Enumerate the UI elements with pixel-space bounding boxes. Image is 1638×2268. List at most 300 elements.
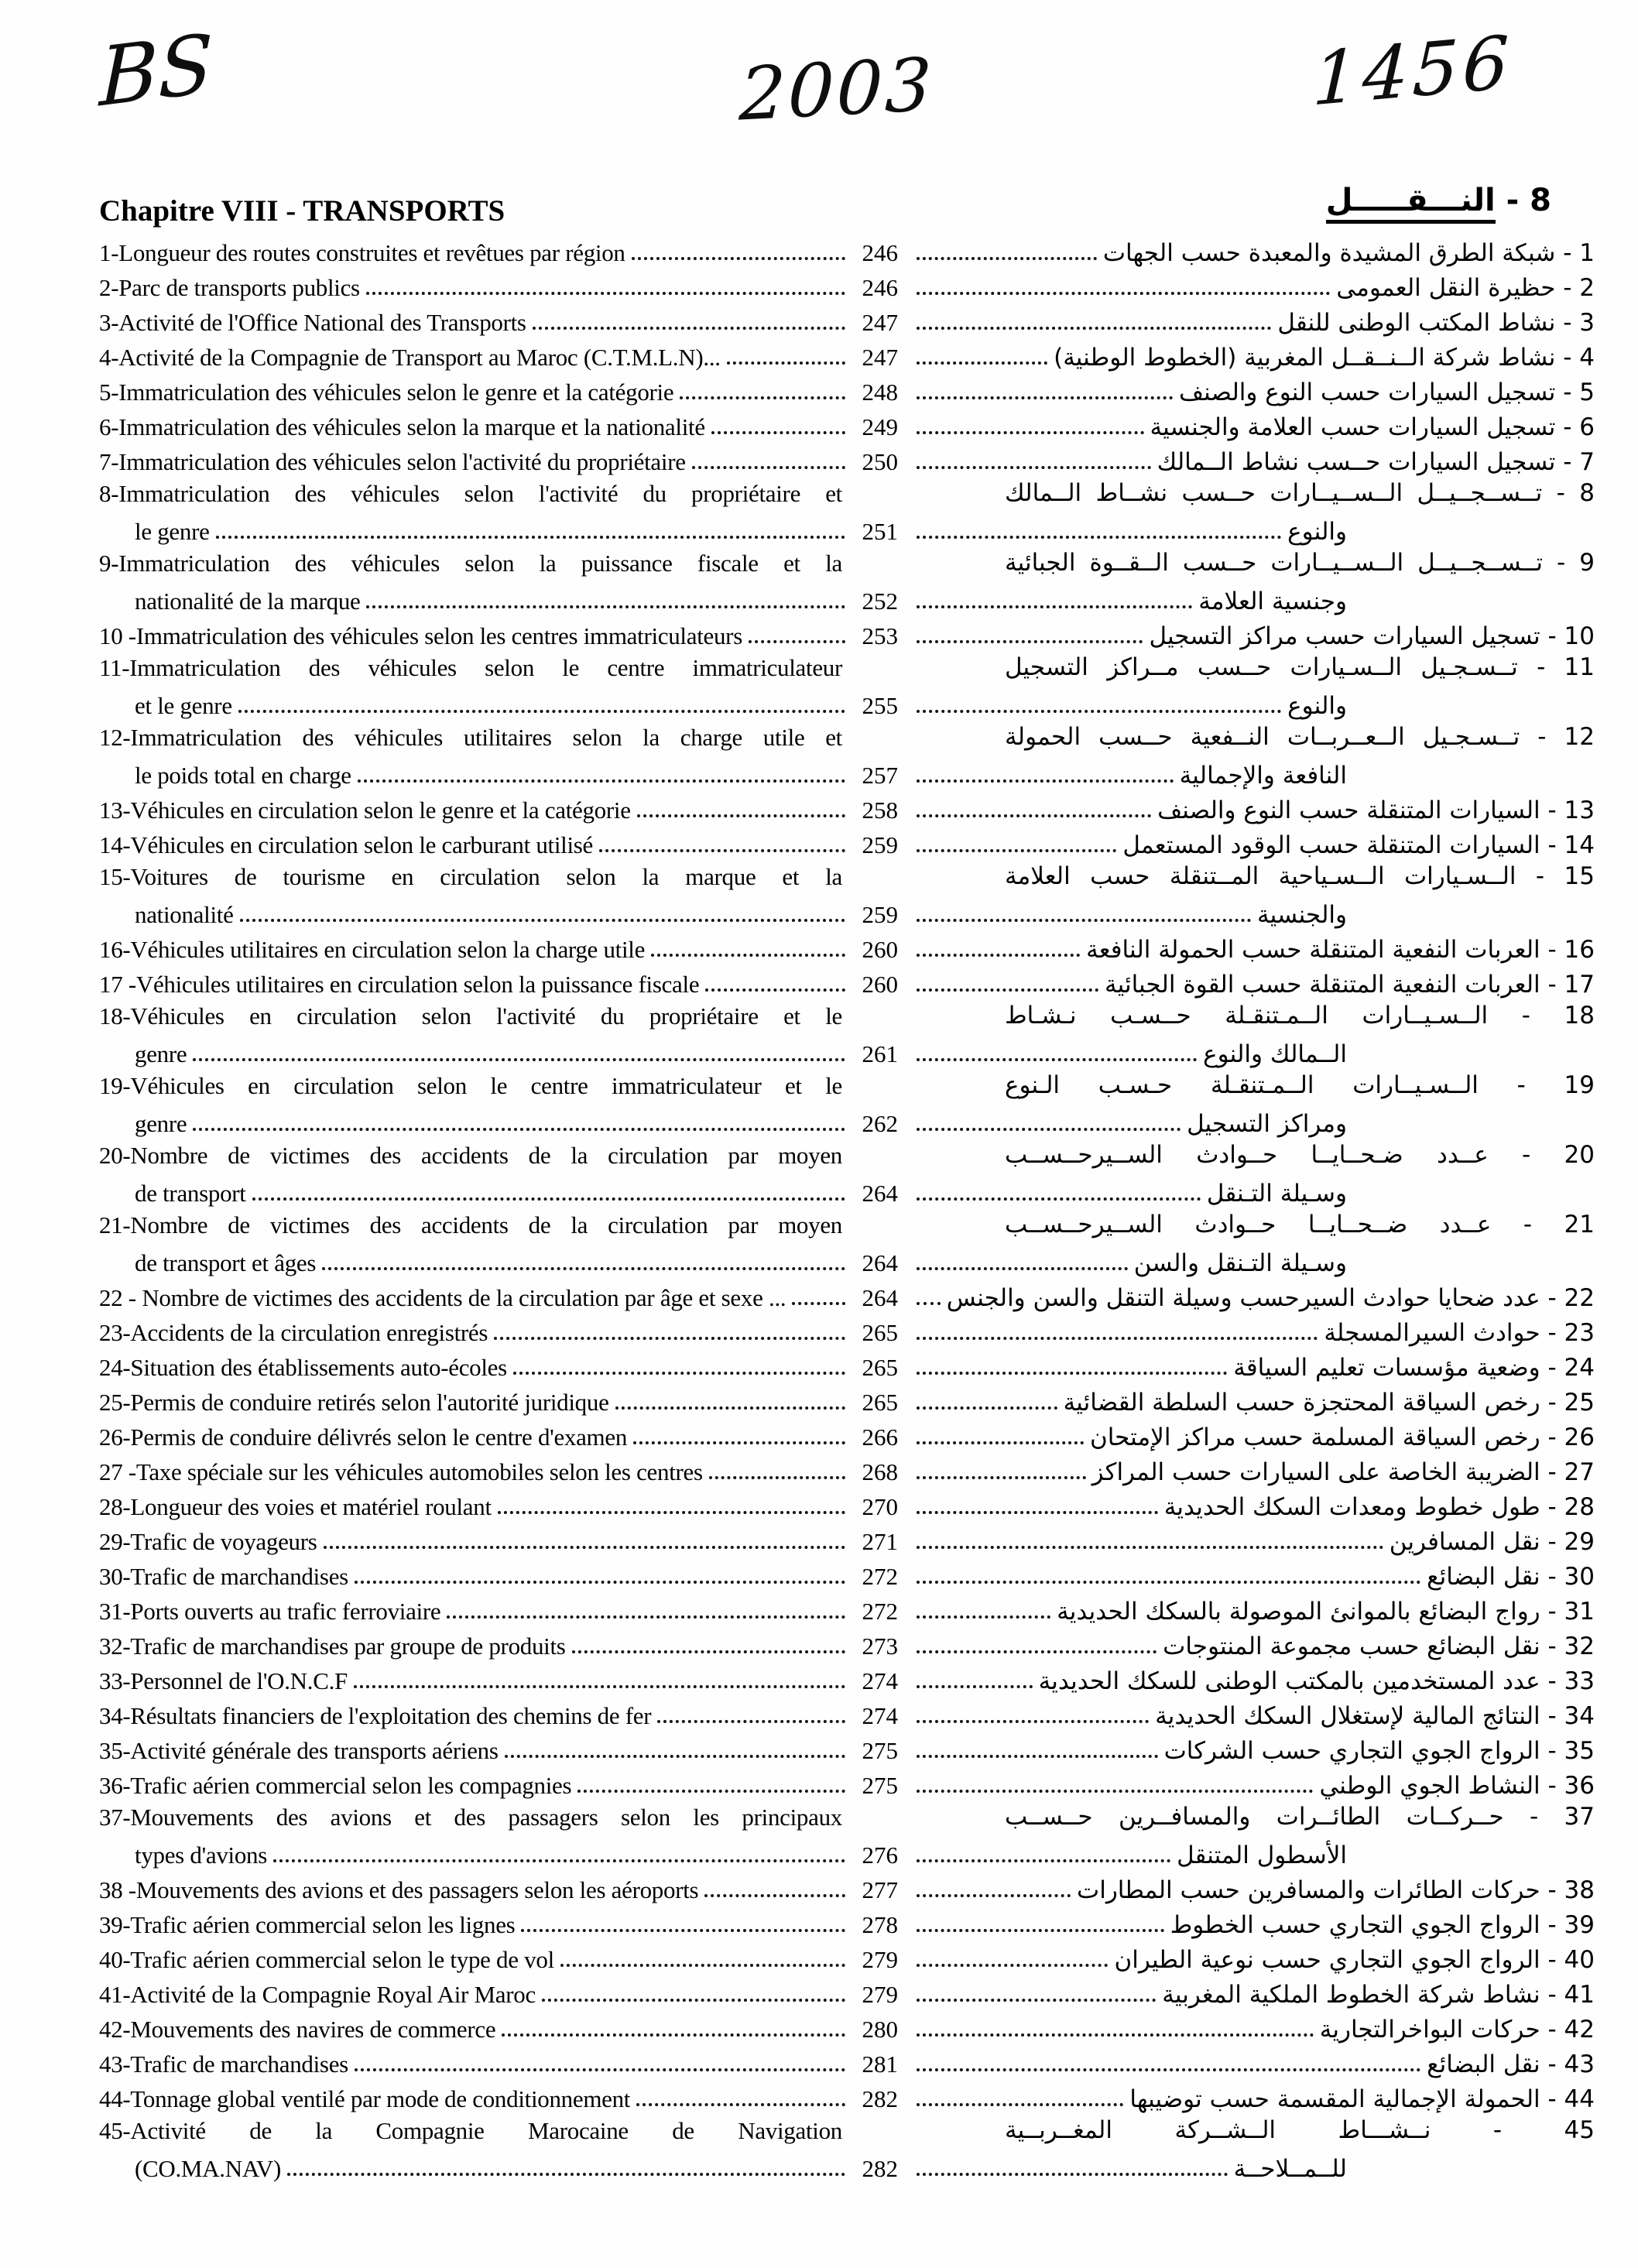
page-number: 275 xyxy=(862,1772,898,1799)
entry-text: 12-Immatriculation des véhicules utilitaires selon la charge utile et xyxy=(99,724,842,751)
fr-toc-entry-line xyxy=(99,685,898,720)
entry-text: 15-Voitures de tourisme en circulation selon la marque et la xyxy=(99,863,842,890)
entry-text: et le genre xyxy=(135,692,232,719)
entry-text: 43-Trafic de marchandises xyxy=(99,2050,348,2078)
page-number: 282 xyxy=(862,2085,898,2112)
page-number: 261 xyxy=(862,1040,898,1067)
fr-toc-entry-line xyxy=(99,1242,898,1277)
ar-toc-entry-line xyxy=(912,650,1595,685)
entry-text: 25-Permis de conduire retirés selon l'autorité juridique xyxy=(99,1389,609,1416)
ar-toc-entry-line xyxy=(912,546,1595,581)
entry-text: 35 - الرواج الجوي التجاري حسب الشركات xyxy=(1163,1737,1595,1765)
entry-text: 16 - العربات النفعية المتنقلة حسب الحمولة النافعة xyxy=(1086,936,1595,964)
dot-leader xyxy=(354,1685,845,1688)
fr-toc-entry-line xyxy=(99,1068,898,1103)
dot-leader xyxy=(917,2068,1420,2071)
fr-toc-entry-line xyxy=(99,372,898,406)
ar-toc-entry-line xyxy=(912,2044,1595,2078)
page-number: 266 xyxy=(862,1423,898,1451)
dot-leader xyxy=(498,1511,845,1514)
entry-text: 3-Activité de l'Office National des Transports xyxy=(99,309,526,336)
ar-toc-entry-line xyxy=(912,1939,1595,1974)
fr-toc-entry-line xyxy=(99,615,898,650)
page-number: 246 xyxy=(862,274,898,301)
page-number: 257 xyxy=(862,762,898,789)
entry-text: 32-Trafic de marchandises par groupe de produits xyxy=(99,1632,566,1660)
entry-text: 36-Trafic aérien commercial selon les compagnies xyxy=(99,1772,572,1799)
ar-toc-entry-line xyxy=(912,511,1595,546)
entry-text: 11-Immatriculation des véhicules selon le centre immatriculateur xyxy=(99,654,842,681)
entry-text: 30-Trafic de marchandises xyxy=(99,1563,348,1590)
entry-text: 16-Véhicules utilitaires en circulation selon la charge utile xyxy=(99,936,646,963)
ar-toc-entry-line xyxy=(912,372,1595,406)
dot-leader xyxy=(917,1615,1050,1619)
ar-toc-entry-line xyxy=(912,1974,1595,2009)
dot-leader xyxy=(917,2033,1314,2037)
dot-leader xyxy=(917,954,1080,957)
entry-text: 3 - نشاط المكتب الوطنى للنقل xyxy=(1277,309,1595,337)
dot-leader xyxy=(917,1790,1313,1793)
fr-toc-entry-line xyxy=(99,232,898,267)
page-number: 268 xyxy=(862,1458,898,1485)
fr-toc-entry-line xyxy=(99,2078,898,2113)
entry-text: 30 - نقل البضائع xyxy=(1427,1563,1595,1591)
dot-leader xyxy=(577,1790,845,1793)
fr-toc-entry-line xyxy=(99,581,898,615)
page-number: 259 xyxy=(862,831,898,858)
page-number: 274 xyxy=(862,1667,898,1694)
page-number: 271 xyxy=(862,1528,898,1555)
dot-leader xyxy=(633,1441,845,1444)
ar-toc-entry-line xyxy=(912,1835,1595,1869)
ar-toc-entry-line xyxy=(912,859,1595,894)
fr-toc-entry-line xyxy=(99,1277,898,1312)
page-number: 252 xyxy=(862,588,898,615)
ar-toc-entry-line xyxy=(912,267,1595,302)
fr-toc-entry-line xyxy=(99,1591,898,1626)
dot-leader xyxy=(917,1755,1158,1758)
chapter-heading-french: Chapitre VIII - TRANSPORTS xyxy=(99,194,505,228)
ar-toc-entry-line xyxy=(912,1626,1595,1660)
entry-text: 42 - حركات البواخرالتجارية xyxy=(1319,2016,1595,2044)
entry-text: de transport xyxy=(135,1180,246,1207)
dot-leader xyxy=(917,814,1151,817)
dot-leader xyxy=(917,1406,1057,1410)
page-number: 273 xyxy=(862,1632,898,1660)
dot-leader xyxy=(917,988,1098,992)
ar-toc-entry-line xyxy=(912,232,1595,267)
chapter-title-arabic: النـــقـــــل xyxy=(1326,183,1496,224)
arabic-toc-column xyxy=(912,183,1595,2183)
dot-leader xyxy=(917,640,1143,643)
french-toc-column xyxy=(99,194,898,2183)
ar-toc-entry-line xyxy=(912,1695,1595,1730)
page-number: 246 xyxy=(862,239,898,266)
chapter-heading-arabic xyxy=(912,183,1551,232)
entry-text: والنوع xyxy=(1287,692,1347,720)
dot-leader xyxy=(917,1337,1318,1340)
dot-leader xyxy=(917,1058,1197,1061)
dot-leader xyxy=(657,1720,845,1723)
fr-toc-entry-line xyxy=(99,755,898,790)
dot-leader xyxy=(917,779,1174,783)
entry-text: 19 - الــسـيــارات الــمـتنقـلة حـسـب الـنوع xyxy=(1005,1071,1595,1099)
dot-leader xyxy=(521,1929,845,1932)
entry-text: 10 - تسجيل السيارات حسب مراكز التسجيل xyxy=(1149,622,1595,650)
entry-text: 1-Longueur des routes construites et revêtues par région xyxy=(99,239,625,266)
dot-leader xyxy=(917,1302,941,1305)
dot-leader xyxy=(917,605,1192,608)
entry-text: genre xyxy=(135,1110,187,1137)
entry-text: 21-Nombre de victimes des accidents de la circulation par moyen xyxy=(99,1211,842,1238)
fr-toc-entry-line xyxy=(99,2044,898,2078)
dot-leader xyxy=(917,2173,1228,2176)
page-number: 264 xyxy=(862,1180,898,1207)
ar-toc-entry-line xyxy=(912,2009,1595,2044)
entry-text: 2-Parc de transports publics xyxy=(99,274,360,301)
entry-text: (CO.MA.NAV) xyxy=(135,2155,282,2182)
fr-toc-entry-line xyxy=(99,1626,898,1660)
dot-leader xyxy=(917,1476,1086,1479)
entry-text: 7-Immatriculation des véhicules selon l'activité du propriétaire xyxy=(99,448,686,475)
entry-text: 38 - حركات الطائرات والمسافرين حسب المطارات xyxy=(1077,1876,1595,1904)
ar-toc-entry-line xyxy=(912,790,1595,824)
page-number: 279 xyxy=(862,1981,898,2008)
entry-text: 18 - الــسـيــارات الــمـتنقـلة حــسـب نـشـاط xyxy=(1005,1002,1595,1030)
entry-text: النافعة والإجمالية xyxy=(1179,762,1347,790)
chapter-heading-separator: - xyxy=(1495,183,1530,218)
entry-text: 35-Activité générale des transports aériens xyxy=(99,1737,499,1764)
entry-text: 8 - تــســجــيــل الــســيــارات حــسب نشــاط الــمالك xyxy=(1005,479,1595,507)
ar-toc-entry-line xyxy=(912,1451,1595,1486)
page-number: 281 xyxy=(862,2050,898,2078)
fr-toc-entry-line xyxy=(99,476,898,511)
page-number: 264 xyxy=(862,1249,898,1276)
fr-toc-entry-line xyxy=(99,1173,898,1208)
page-number: 265 xyxy=(862,1389,898,1416)
entry-text: 14-Véhicules en circulation selon le carburant utilisé xyxy=(99,831,594,858)
fr-toc-entry-line xyxy=(99,1451,898,1486)
entry-text: 11 - تــسـجـيل الــسـيارات حــسب مــراكز التسجيل xyxy=(1005,653,1595,681)
dot-leader xyxy=(560,1964,845,1967)
fr-toc-entry-line xyxy=(99,1800,898,1835)
fr-toc-entry-line xyxy=(99,894,898,929)
ar-toc-entry-line xyxy=(912,1765,1595,1800)
page-number: 251 xyxy=(862,518,898,545)
dot-leader xyxy=(637,814,845,817)
dot-leader xyxy=(704,1894,845,1897)
entry-text: 33 - عدد المستخدمين بالمكتب الوطنى للسكك الحديدية xyxy=(1038,1667,1595,1695)
entry-text: 43 - نقل البضائع xyxy=(1427,2050,1595,2078)
ar-toc-entry-line xyxy=(912,1591,1595,1626)
fr-toc-entry-line xyxy=(99,2113,898,2148)
fr-toc-entry-line xyxy=(99,1103,898,1138)
dot-leader xyxy=(792,1302,845,1305)
dot-leader xyxy=(322,1267,845,1270)
entry-text: 44 - الحمولة الإجمالية المقسمة حسب توضيبها xyxy=(1129,2085,1595,2113)
entry-text: ومراكز التسجيل xyxy=(1187,1110,1347,1138)
page-number: 270 xyxy=(862,1493,898,1520)
ar-toc-entry-line xyxy=(912,1486,1595,1521)
dot-leader xyxy=(917,1546,1383,1549)
entry-text: 24-Situation des établissements auto-écoles xyxy=(99,1354,507,1381)
dot-leader xyxy=(917,466,1151,469)
dot-leader xyxy=(287,2173,845,2176)
ar-toc-entry-line xyxy=(912,1556,1595,1591)
page-number: 265 xyxy=(862,1319,898,1346)
page-number: 265 xyxy=(862,1354,898,1381)
ar-toc-entry-line xyxy=(912,1869,1595,1904)
entry-text: 8-Immatriculation des véhicules selon l'activité du propriétaire et xyxy=(99,480,842,507)
entry-text: 25 - رخص السياقة المحتجزة حسب السلطة القضائية xyxy=(1063,1389,1595,1417)
entry-text: وجنسية العلامة xyxy=(1198,588,1347,615)
entry-text: 29 - نقل المسافرين xyxy=(1389,1528,1595,1556)
entry-text: 45 - نــشـــاط الــشــركة المغــربــية xyxy=(1005,2116,1595,2144)
page-number: 280 xyxy=(862,2016,898,2043)
ar-toc-entry-line xyxy=(912,1312,1595,1347)
dot-leader xyxy=(709,1476,845,1479)
entry-text: 28 - طول خطوط ومعدات السكك الحديدية xyxy=(1163,1493,1595,1521)
entry-text: والجنسية xyxy=(1256,901,1347,929)
fr-toc-entry-line xyxy=(99,1417,898,1451)
entry-text: 32 - نقل البضائع حسب مجموعة المنتوجات xyxy=(1163,1632,1595,1660)
dot-leader xyxy=(533,327,845,330)
ar-toc-entry-line xyxy=(912,1800,1595,1835)
entry-text: 20-Nombre de victimes des accidents de la circulation par moyen xyxy=(99,1142,842,1169)
dot-leader xyxy=(692,466,845,469)
dot-leader xyxy=(917,396,1173,399)
entry-text: 27 -Taxe spéciale sur les véhicules automobiles selon les centres xyxy=(99,1458,703,1485)
page-number: 262 xyxy=(862,1110,898,1137)
page-number: 248 xyxy=(862,379,898,406)
fr-toc-entry-line xyxy=(99,1033,898,1068)
entry-text: 23-Accidents de la circulation enregistrés xyxy=(99,1319,488,1346)
dot-leader xyxy=(705,988,845,992)
entry-text: 9-Immatriculation des véhicules selon la puissance fiscale et la xyxy=(99,550,842,577)
fr-toc-entry-line xyxy=(99,1521,898,1556)
fr-toc-entry-line xyxy=(99,824,898,859)
dot-leader xyxy=(636,2103,845,2106)
dot-leader xyxy=(193,1058,845,1061)
entry-text: 23 - حوادث السيرالمسجلة xyxy=(1324,1319,1595,1347)
dot-leader xyxy=(727,361,845,365)
fr-toc-entry-line xyxy=(99,2009,898,2044)
dot-leader xyxy=(366,605,845,608)
ar-toc-entry-line xyxy=(912,581,1595,615)
entry-text: 40 - الرواج الجوي التجاري حسب نوعية الطيران xyxy=(1114,1946,1595,1974)
entry-text: 31-Ports ouverts au trafic ferroviaire xyxy=(99,1598,441,1625)
page-number: 282 xyxy=(862,2155,898,2182)
entry-text: 45-Activité de la Compagnie Marocaine de Navigation xyxy=(99,2117,842,2144)
dot-leader xyxy=(505,1755,845,1758)
page-number: 275 xyxy=(862,1737,898,1764)
entry-text: 14 - السيارات المتنقلة حسب الوقود المستعمل xyxy=(1122,831,1595,859)
fr-toc-entry-line xyxy=(99,1904,898,1939)
entry-text: 9 - تــســجــيــل الــســيــارات حــسب الــقــوة الجبائية xyxy=(1005,549,1595,577)
entry-text: 5-Immatriculation des véhicules selon le genre et la catégorie xyxy=(99,379,674,406)
ar-toc-entry-line xyxy=(912,441,1595,476)
entry-text: 34 - النتائج المالية لإستغلال السكك الحديدية xyxy=(1155,1702,1595,1730)
entry-text: الــمالك والنوع xyxy=(1203,1040,1347,1068)
ar-toc-entry-line xyxy=(912,1660,1595,1695)
ar-toc-entry-line xyxy=(912,685,1595,720)
page-number: 278 xyxy=(862,1911,898,1938)
ar-toc-entry-line xyxy=(912,1208,1595,1242)
dot-leader xyxy=(680,396,845,399)
entry-text: 4-Activité de la Compagnie de Transport au Maroc (C.T.M.L.N)... xyxy=(99,344,721,371)
entry-text: 39-Trafic aérien commercial selon les lignes xyxy=(99,1911,516,1938)
fr-toc-entry-line xyxy=(99,1138,898,1173)
ar-toc-entry-line xyxy=(912,964,1595,999)
dot-leader xyxy=(324,1546,845,1549)
fr-toc-entry-line xyxy=(99,337,898,372)
entry-text: 27 - الضريبة الخاصة على السيارات حسب المراكز xyxy=(1091,1458,1595,1486)
dot-leader xyxy=(615,1406,845,1410)
page-number: 274 xyxy=(862,1702,898,1729)
entry-text: والنوع xyxy=(1287,518,1347,546)
ar-toc-entry-line xyxy=(912,1730,1595,1765)
dot-leader xyxy=(917,710,1281,713)
dot-leader xyxy=(917,257,1097,260)
entry-text: 44-Tonnage global ventilé par mode de conditionnement xyxy=(99,2085,631,2112)
entry-text: 10 -Immatriculation des véhicules selon les centres immatriculateurs xyxy=(99,622,742,649)
dot-leader xyxy=(447,1615,845,1619)
entry-text: 21 - عــدد ضــحــايــا حــوادث الســيرحــســب xyxy=(1005,1211,1595,1238)
dot-leader xyxy=(917,1894,1071,1897)
dot-leader xyxy=(917,1372,1227,1375)
dot-leader xyxy=(366,292,845,295)
entry-text: le genre xyxy=(135,518,210,545)
dot-leader xyxy=(917,1511,1158,1514)
page-number: 250 xyxy=(862,448,898,475)
entry-text: 40-Trafic aérien commercial selon le type de vol xyxy=(99,1946,554,1973)
page-number: 260 xyxy=(862,971,898,998)
fr-toc-entry-line xyxy=(99,964,898,999)
dot-leader xyxy=(651,954,845,957)
entry-text: 22 - عدد ضحايا حوادث السيرحسب وسيلة التنقل والسن والجنس xyxy=(946,1284,1595,1312)
entry-text: 31 - رواج البضائع بالموانئ الموصولة بالسكك الحديدية xyxy=(1057,1598,1595,1626)
entry-text: de transport et âges xyxy=(135,1249,317,1276)
dot-leader xyxy=(917,1964,1108,1967)
dot-leader xyxy=(240,919,845,922)
handwritten-mark: BS xyxy=(98,15,214,125)
entry-text: 28-Longueur des voies et matériel roulant xyxy=(99,1493,492,1520)
entry-text: وسـيلة التـنقل xyxy=(1206,1180,1347,1208)
fr-toc-entry-line xyxy=(99,406,898,441)
dot-leader xyxy=(917,327,1271,330)
entry-text: 12 - تــسـجـيل الــعــربــات النــفعية حــسب الحمولة xyxy=(1005,723,1595,751)
entry-text: للــمــلاحــة xyxy=(1233,2155,1347,2183)
ar-toc-entry-line xyxy=(912,476,1595,511)
fr-toc-entry-line xyxy=(99,1869,898,1904)
fr-toc-entry-line xyxy=(99,929,898,964)
entry-text: 2 - حظيرة النقل العمومى xyxy=(1336,274,1595,302)
ar-toc-entry-line xyxy=(912,2078,1595,2113)
entry-text: 13-Véhicules en circulation selon le genre et la catégorie xyxy=(99,797,631,824)
ar-toc-entry-line xyxy=(912,2113,1595,2148)
ar-toc-entry-line xyxy=(912,1103,1595,1138)
entry-text: 5 - تسجيل السيارات حسب النوع والصنف xyxy=(1179,379,1595,406)
dot-leader xyxy=(917,292,1330,295)
dot-leader xyxy=(917,1197,1201,1201)
entry-text: nationalité xyxy=(135,901,234,928)
handwritten-number: 1456 xyxy=(1311,20,1514,123)
page-number: 259 xyxy=(862,901,898,928)
entry-text: 18-Véhicules en circulation selon l'activité du propriétaire et le xyxy=(99,1002,842,1030)
page-number: 247 xyxy=(862,309,898,336)
dot-leader xyxy=(917,536,1281,539)
entry-text: 6-Immatriculation des véhicules selon la marque et la nationalité xyxy=(99,413,705,440)
ar-toc-entry-line xyxy=(912,1417,1595,1451)
page-number: 264 xyxy=(862,1284,898,1311)
dot-leader xyxy=(917,1441,1084,1444)
ar-toc-entry-line xyxy=(912,1347,1595,1382)
dot-leader xyxy=(542,1999,845,2002)
dot-leader xyxy=(216,536,845,539)
fr-toc-entry-line xyxy=(99,1939,898,1974)
dot-leader xyxy=(252,1197,845,1201)
page-number: 279 xyxy=(862,1946,898,1973)
entry-text: 15 - الــسـيارات الــسـياحية المــتنقلة حسب العلامة xyxy=(1005,862,1595,890)
dot-leader xyxy=(494,1337,845,1340)
dot-leader xyxy=(355,1581,845,1584)
entry-text: الأسطول المتنقل xyxy=(1177,1841,1347,1869)
entry-text: 7 - تسجيل السيارات حــسب نشاط الــمالك xyxy=(1157,448,1595,476)
fr-toc-entry-line xyxy=(99,267,898,302)
fr-toc-entry-line xyxy=(99,1765,898,1800)
entry-text: 29-Trafic de voyageurs xyxy=(99,1528,317,1555)
ar-toc-entry-line xyxy=(912,406,1595,441)
ar-toc-entry-line xyxy=(912,929,1595,964)
entry-text: 39 - الرواج الجوي التجاري حسب الخطوط xyxy=(1170,1911,1595,1939)
fr-toc-entry-line xyxy=(99,1382,898,1417)
entry-text: 41 - نشاط شركة الخطوط الملكية المغربية xyxy=(1162,1981,1595,2009)
fr-toc-entry-line xyxy=(99,1208,898,1242)
dot-leader xyxy=(917,1720,1149,1723)
entry-text: 38 -Mouvements des avions et des passagers selon les aéroports xyxy=(99,1876,699,1903)
page-number: 255 xyxy=(862,692,898,719)
dot-leader xyxy=(749,640,845,643)
page-number: 258 xyxy=(862,797,898,824)
page-number: 272 xyxy=(862,1598,898,1625)
entry-text: 26-Permis de conduire délivrés selon le centre d'examen xyxy=(99,1423,628,1451)
ar-toc-entry-line xyxy=(912,302,1595,337)
dot-leader xyxy=(193,1128,845,1131)
page-number: 277 xyxy=(862,1876,898,1903)
ar-toc-entry-line xyxy=(912,1242,1595,1277)
dot-leader xyxy=(917,1929,1164,1932)
fr-toc-entry-line xyxy=(99,1660,898,1695)
page-number: 272 xyxy=(862,1563,898,1590)
entry-text: 37-Mouvements des avions et des passagers selon les principaux xyxy=(99,1804,842,1831)
dot-leader xyxy=(572,1650,845,1653)
ar-toc-entry-line xyxy=(912,720,1595,755)
fr-toc-entry-line xyxy=(99,302,898,337)
entry-text: 1 - شبكة الطرق المشيدة والمعبدة حسب الجهات xyxy=(1102,239,1595,267)
entry-text: وسـيلة التـنقل والسن xyxy=(1133,1249,1347,1277)
ar-toc-entry-line xyxy=(912,1033,1595,1068)
dot-leader xyxy=(917,1267,1128,1270)
dot-leader xyxy=(355,2068,845,2071)
ar-toc-entry-line xyxy=(912,894,1595,929)
dot-leader xyxy=(917,919,1251,922)
entry-text: types d'avions xyxy=(135,1841,268,1869)
ar-toc-entry-line xyxy=(912,337,1595,372)
dot-leader xyxy=(917,1999,1156,2002)
fr-toc-entry-line xyxy=(99,1556,898,1591)
fr-toc-entry-line xyxy=(99,441,898,476)
fr-toc-entry-line xyxy=(99,1486,898,1521)
